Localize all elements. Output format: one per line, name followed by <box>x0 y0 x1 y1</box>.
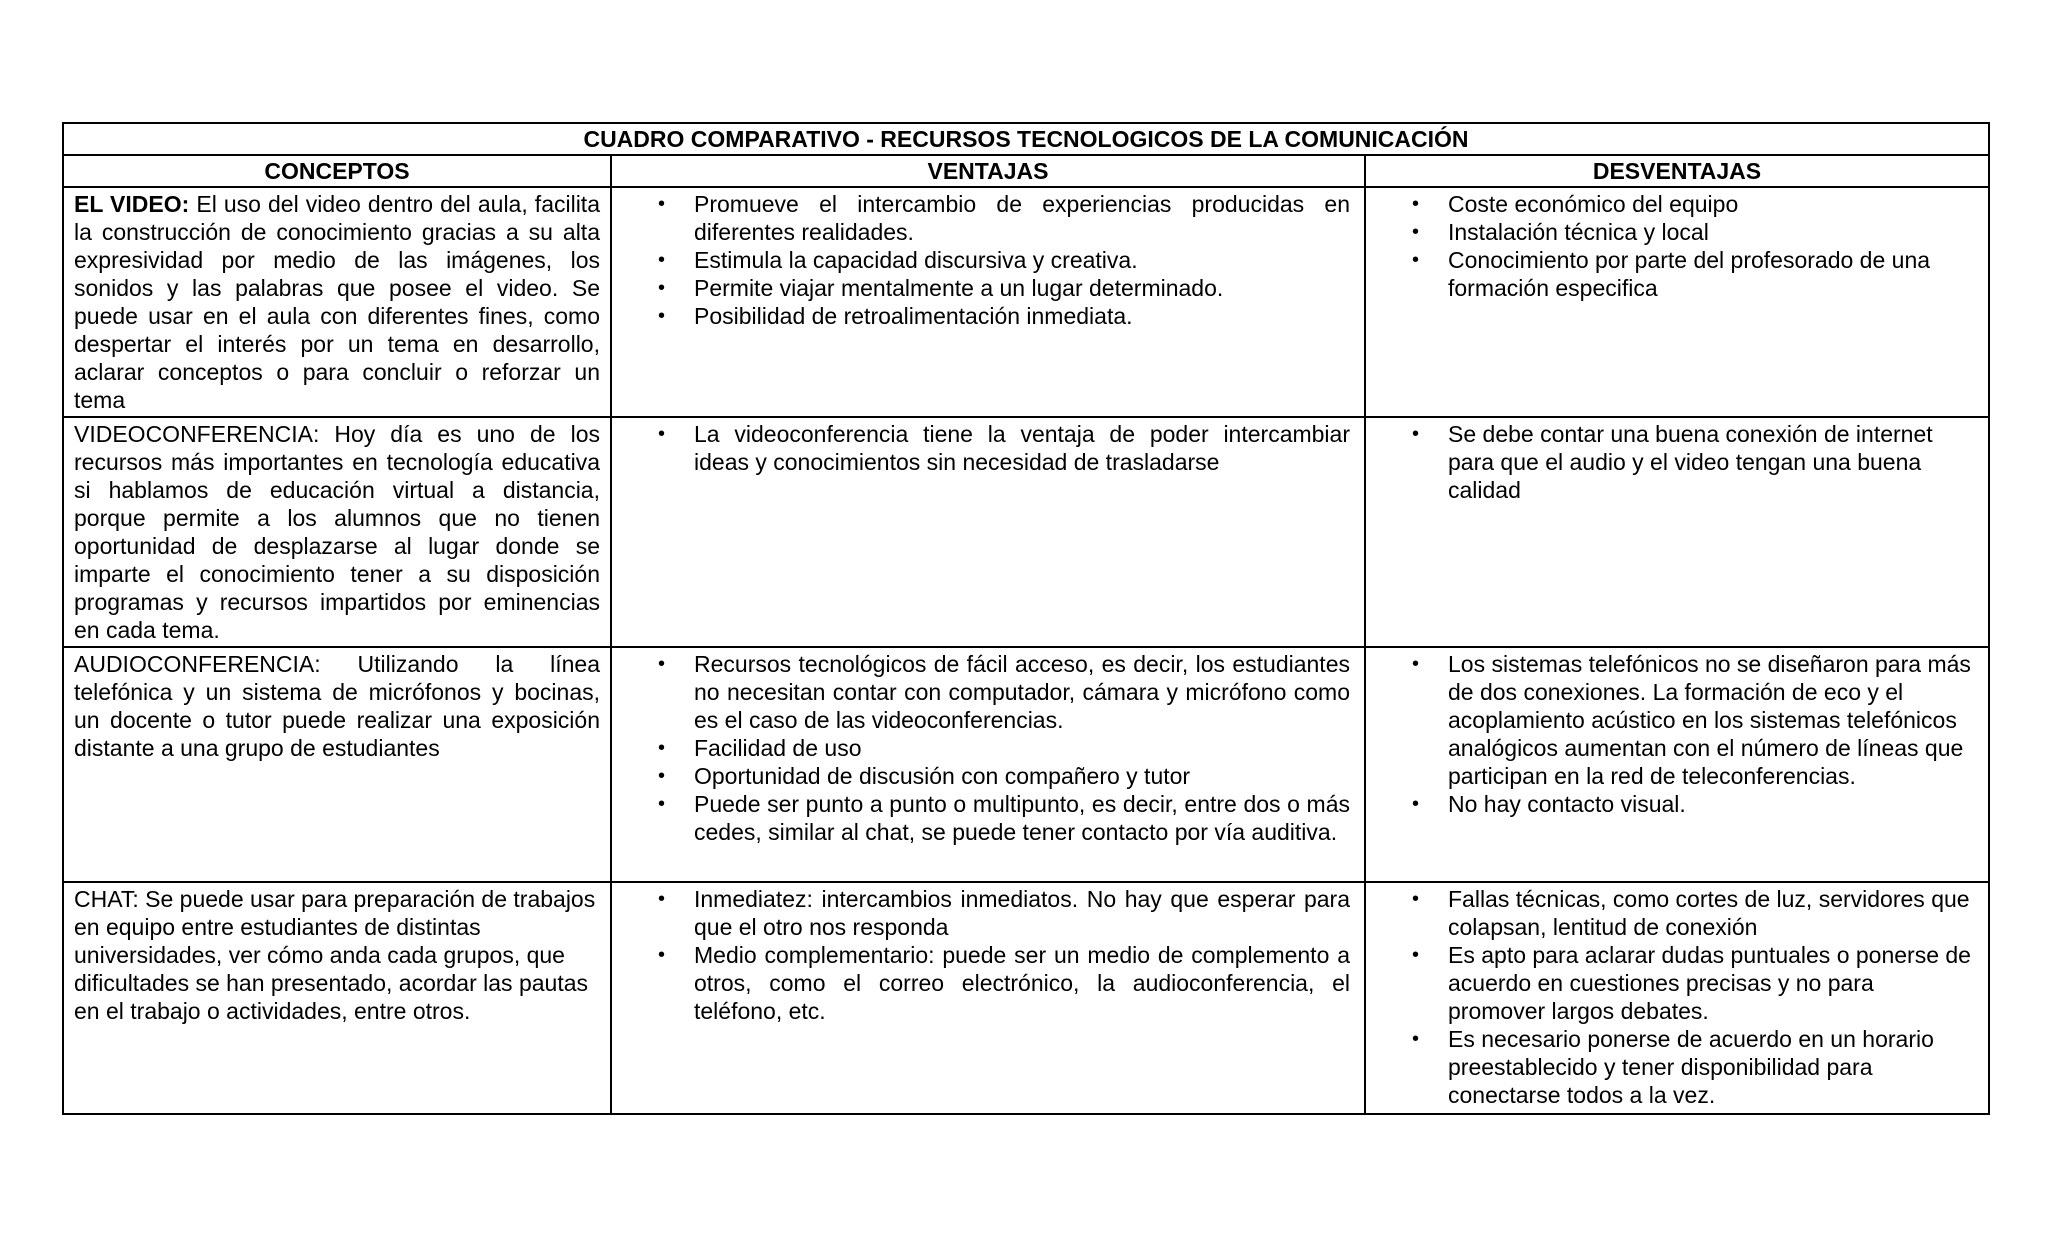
concept-cell <box>63 417 611 647</box>
list-item: • Es apto para aclarar dudas puntuales o ponerse de acuerdo en cuestiones precisas y no para promover largos debates. <box>1412 942 1971 1024</box>
table-row-videoconferencia <box>63 417 1989 647</box>
bullet-icon: • <box>1412 1028 1420 1050</box>
bullet-icon: • <box>1412 193 1420 215</box>
desventajas-list <box>1376 650 1978 818</box>
table-row-audioconferencia <box>63 647 1989 882</box>
bullet-icon: • <box>658 793 666 815</box>
ventajas-list <box>622 190 1354 330</box>
bullet-icon: • <box>1412 423 1420 445</box>
list-item: • Posibilidad de retroalimentación inmediata. <box>658 303 1133 329</box>
comparison-document <box>62 122 1988 1115</box>
desventajas-cell <box>1365 187 1989 417</box>
concept-lead: EL VIDEO: <box>74 191 190 217</box>
column-header-conceptos: CONCEPTOS <box>63 155 611 187</box>
bullet-icon: • <box>1412 221 1420 243</box>
list-item: • Promueve el intercambio de experiencias producidas en diferentes realidades. <box>658 191 1350 245</box>
desventajas-list <box>1376 885 1978 1109</box>
desventajas-list <box>1376 420 1978 504</box>
list-item: • Oportunidad de discusión con compañero y tutor <box>658 763 1191 789</box>
ventajas-list <box>622 420 1354 476</box>
column-header-ventajas: VENTAJAS <box>611 155 1365 187</box>
list-item: • No hay contacto visual. <box>1412 791 1686 817</box>
ventajas-cell <box>611 647 1365 882</box>
ventajas-list <box>622 885 1354 1025</box>
concept-cell <box>63 882 611 1114</box>
bullet-icon: • <box>658 888 666 910</box>
column-header-desventajas: DESVENTAJAS <box>1365 155 1989 187</box>
list-item: • Recursos tecnológicos de fácil acceso, es decir, los estudiantes no necesitan contar con computador, cámara y micrófono como es el caso de las videoconferencias. <box>658 651 1350 733</box>
list-item: • Es necesario ponerse de acuerdo en un horario preestablecido y tener disponibilidad para conectarse todos a la vez. <box>1412 1026 1934 1108</box>
list-item: • Inmediatez: intercambios inmediatos. No hay que esperar para que el otro nos responda <box>658 886 1350 940</box>
bullet-icon: • <box>1412 793 1420 815</box>
desventajas-cell <box>1365 882 1989 1114</box>
concept-text: CHAT: Se puede usar para preparación de trabajos en equipo entre estudiantes de distintas universidades, ver cómo anda cada grupos, que dificultades se han presentado, acordar las pautas en el trabajo o actividades, entre otros. <box>74 886 596 1024</box>
bullet-icon: • <box>658 193 666 215</box>
bullet-icon: • <box>1412 944 1420 966</box>
list-item: • Conocimiento por parte del profesorado de una formación especifica <box>1412 247 1931 301</box>
ventajas-cell <box>611 417 1365 647</box>
bullet-icon: • <box>658 277 666 299</box>
concept-text: AUDIOCONFERENCIA: Utilizando la línea telefónica y un sistema de micrófonos y bocinas, un docente o tutor puede realizar una exposición distante a una grupo de estudiantes <box>74 651 600 761</box>
list-item: • Se debe contar una buena conexión de internet para que el audio y el video tengan una buena calidad <box>1412 421 1933 503</box>
list-item: • Medio complementario: puede ser un medio de complemento a otros, como el correo electrónico, la audioconferencia, el teléfono, etc. <box>658 942 1350 1024</box>
list-item: • Puede ser punto a punto o multipunto, es decir, entre dos o más cedes, similar al chat, se puede tener contacto por vía auditiva. <box>658 791 1350 845</box>
concept-text: VIDEOCONFERENCIA: Hoy día es uno de los recursos más importantes en tecnología educativa si hablamos de educación virtual a distancia, porque permite a los alumnos que no tienen oportunidad de desplazarse al lugar donde se imparte el conocimiento tener a su disposición programas y recursos impartidos por eminencias en cada tema. <box>74 421 600 643</box>
list-item: • Instalación técnica y local <box>1412 219 1709 245</box>
ventajas-list <box>622 650 1354 846</box>
list-item: • La videoconferencia tiene la ventaja de poder intercambiar ideas y conocimientos sin necesidad de trasladarse <box>658 421 1350 475</box>
bullet-icon: • <box>658 423 666 445</box>
table-row-chat <box>63 882 1989 1114</box>
concept-cell <box>63 647 611 882</box>
list-item: • Facilidad de uso <box>658 735 862 761</box>
bullet-icon: • <box>1412 249 1420 271</box>
list-item: • Fallas técnicas, como cortes de luz, servidores que colapsan, lentitud de conexión <box>1412 886 1970 940</box>
bullet-icon: • <box>658 765 666 787</box>
table-row-video <box>63 187 1989 417</box>
desventajas-list <box>1376 190 1978 302</box>
bullet-icon: • <box>1412 653 1420 675</box>
list-item: • Coste económico del equipo <box>1412 191 1739 217</box>
table-title: CUADRO COMPARATIVO - RECURSOS TECNOLOGICOS DE LA COMUNICACIÓN <box>63 123 1989 155</box>
ventajas-cell <box>611 882 1365 1114</box>
bullet-icon: • <box>658 944 666 966</box>
ventajas-cell <box>611 187 1365 417</box>
concept-cell <box>63 187 611 417</box>
bullet-icon: • <box>658 653 666 675</box>
list-item: • Estimula la capacidad discursiva y creativa. <box>658 247 1138 273</box>
comparison-table <box>62 122 1990 1115</box>
bullet-icon: • <box>1412 888 1420 910</box>
concept-text: El uso del video dentro del aula, facilita la construcción de conocimiento gracias a su alta expresividad por medio de las imágenes, los sonidos y las palabras que posee el video. Se puede usar en el aula con diferentes fines, como despertar el interés por un tema en desarrollo, aclarar conceptos o para concluir o reforzar un tema <box>74 191 600 413</box>
list-item: • Permite viajar mentalmente a un lugar determinado. <box>658 275 1224 301</box>
list-item: • Los sistemas telefónicos no se diseñaron para más de dos conexiones. La formación de eco y el acoplamiento acústico en los sistemas telefónicos analógicos aumentan con el número de líneas que participan en la red de teleconferencias. <box>1412 651 1971 789</box>
bullet-icon: • <box>658 305 666 327</box>
bullet-icon: • <box>658 249 666 271</box>
desventajas-cell <box>1365 647 1989 882</box>
desventajas-cell <box>1365 417 1989 647</box>
bullet-icon: • <box>658 737 666 759</box>
